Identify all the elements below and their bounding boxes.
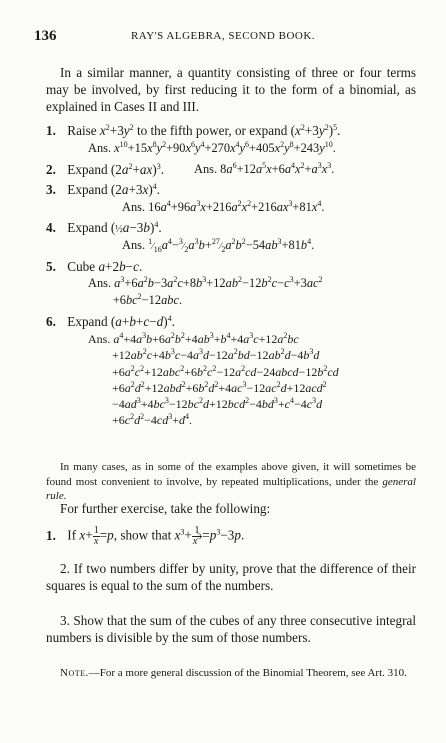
answer-4: Ans. $^1⁄_{16}a^4-^3⁄_2a^3b+^{27}⁄_2a^2b^2-54ab^3+81b^4$. bbox=[122, 237, 315, 254]
small-note-paragraph: In many cases, as in some of the examples above given, it will sometimes be found most convenient to involve, by repeated multiplications, under the general rule. bbox=[46, 461, 416, 502]
exercise-6: 6. Expand $(a+b+c-d)^4$. bbox=[46, 314, 175, 329]
note-text: —For a more general discussion of the Binomial Theorem, see Art. 310. bbox=[88, 667, 407, 679]
fraction: $\frac{1}{x}$ bbox=[93, 525, 99, 547]
intro-paragraph: In a similar manner, a quantity consisting of three or four terms may be involved, by first reducing it to the form of a binomial, as explained in Cases II and III. bbox=[46, 65, 416, 114]
exercise-number: 1. bbox=[46, 527, 56, 543]
exercise-number: 4. bbox=[46, 220, 56, 235]
exercise-number: 5. bbox=[46, 259, 56, 274]
exercise-1: 1. Raise $x^2+3y^2$ to the fifth power, or expand $(x^2+3y^2)^5$. bbox=[46, 123, 341, 138]
exercise-number: 3. bbox=[46, 182, 56, 197]
answer-1: Ans. $x^{10}+15x^8y^2+90x^6y^4+270x^4y^6+405x^2y^8+243y^{10}$. bbox=[88, 140, 336, 155]
further-3: 3. Show that the sum of the cubes of any three consecutive integral numbers is divisible by the sum of those numbers. bbox=[46, 613, 416, 645]
answer-2: Ans. $8a^6+12a^5x+6a^4x^2+a^3x^3$. bbox=[194, 161, 335, 176]
note-label: Note. bbox=[60, 667, 89, 679]
footnote bbox=[46, 666, 416, 681]
further-2: 2. If two numbers differ by unity, prove that the difference of their squares is equal to the sum of the numbers. bbox=[46, 561, 416, 593]
page-number: 136 bbox=[34, 28, 57, 44]
fraction: $\frac{1}{x^3}$ bbox=[192, 525, 202, 547]
answer-3: Ans. $16a^4+96a^3x+216a^2x^2+216ax^3+81x^4$. bbox=[122, 199, 325, 214]
exercise-2: 2. Expand $(2a^2+ax)^3$. Ans. $8a^6+12a^5x+6a^4x^2+a^3x^3$. bbox=[46, 161, 335, 177]
further-1: 1. If x+ $\frac{1}{x}$ =p, show that $x^3+$ $\frac{1}{x^3}$ $=p^3-3p$. bbox=[46, 525, 245, 547]
answer-5: Ans. $a^3+6a^2b-3a^2c+8b^3+12ab^2-12b^2c-c^3+3ac^2$ $+6bc^2-12abc$. bbox=[88, 275, 323, 307]
answer-6: Ans. $a^4+4a^3b+6a^2b^2+4ab^3+b^4+4a^3c+12a^2bc$ $+12ab^2c+4b^3c-4a^3d-12a^2bd-12ab^2d-4b^3d$ $+6a^2c^2+12abc^2+6b^2c^2-12a^2cd-24abcd-12b^2cd$ $+6a^2d^2+12abd^2+6b^2d^2+4ac^3-12ac^2d+12acd^2$ $-4ad^3+4bc^3-12bc^2d+12bcd^2-4bd^3+c^4-4c^3d$ $+6c^2d^2-4cd^3+d^4$. bbox=[88, 331, 339, 428]
exercise-number: 2. bbox=[46, 162, 56, 177]
exercise-5: 5. Cube a+2b−c. bbox=[46, 259, 143, 274]
exercise-4: 4. Expand (½a−3b)$^4$. bbox=[46, 220, 162, 235]
exercise-3: 3. Expand $(2a+3x)^4$. bbox=[46, 182, 161, 197]
running-title: RAY'S ALGEBRA, SECOND BOOK. bbox=[130, 30, 316, 42]
further-exercise-heading: For further exercise, take the following: bbox=[60, 501, 271, 516]
exercise-number: 6. bbox=[46, 314, 56, 329]
exercise-number: 1. bbox=[46, 123, 56, 138]
page-header bbox=[32, 28, 414, 44]
